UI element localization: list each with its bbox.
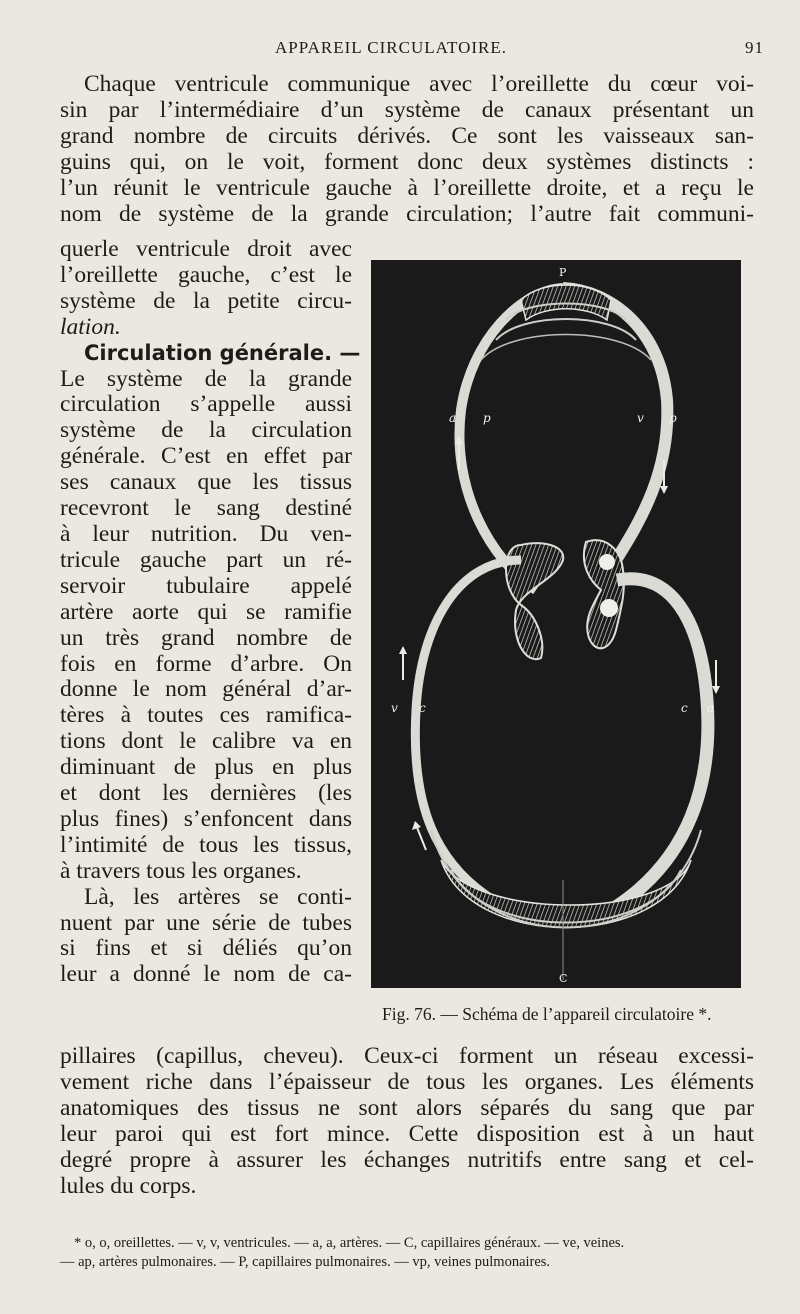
label-c: c: [419, 701, 426, 715]
systemic-vein-left: [415, 560, 521, 910]
text-line: fois en forme d’arbre. On: [60, 650, 352, 677]
text-line: nom de système de la grande circulation; l’autre fait communi-: [60, 200, 754, 227]
text-line: anatomiques des tissus ne sont alors séparés du sang que par: [60, 1094, 754, 1121]
text-line: nuent par une série de tubes: [60, 909, 352, 936]
label-a: a: [707, 701, 715, 715]
paragraph-intro: [60, 72, 754, 227]
text-line: sin par l’intermédiaire d’un système de canaux présentant un: [60, 96, 754, 123]
paragraph-capillaries: [60, 1044, 754, 1199]
text-line: lules du corps.: [60, 1172, 197, 1199]
paragraph-left-column: [60, 236, 361, 988]
label-C: C: [559, 972, 568, 985]
text-line: donne le nom général d’ar-: [60, 676, 352, 703]
section-heading: Circulation générale. —: [84, 340, 361, 365]
text-line: leur paroi qui est fort mince. Cette disposition est à un haut: [60, 1120, 754, 1147]
text-line: système de la circulation: [60, 417, 352, 444]
text-line: un très grand nombre de: [60, 624, 352, 651]
text-line: Le système de la grande: [60, 365, 352, 392]
text-line: l’oreillette gauche, c’est le: [60, 261, 352, 288]
running-title: APPAREIL CIRCULATOIRE.: [275, 38, 508, 57]
text-line: Chaque ventricule communique avec l’oreillette du cœur voi-: [84, 71, 754, 97]
text-line: guins qui, on le voit, forment donc deux systèmes distincts :: [60, 148, 754, 175]
text-line: l’un réunit le ventricule gauche à l’oreillette droite, et a reçu le: [60, 174, 754, 201]
page-number: 91: [745, 38, 764, 57]
text-line: générale. C’est en effet par: [60, 443, 352, 470]
text-line: tères à toutes ces ramifica-: [60, 702, 352, 729]
text-line: plus fines) s’enfoncent dans: [60, 805, 352, 832]
label-v: v: [391, 701, 398, 715]
text-line: l’intimité de tous les tissus,: [60, 831, 352, 858]
label-P: P: [559, 266, 567, 279]
text-line: recevront le sang destiné: [60, 495, 352, 522]
text-line: vement riche dans l’épaisseur de tous les organes. Les éléments: [60, 1068, 754, 1095]
text-line: grand nombre de circuits dérivés. Ce sont les vaisseaux san-: [60, 122, 754, 149]
text-line: système de la petite circu-: [60, 287, 352, 314]
text-line: circulation s’appelle aussi: [60, 391, 352, 418]
text-line: Là, les artères se conti-: [84, 883, 352, 910]
text-line: artère aorte qui se ramifie: [60, 598, 352, 625]
text-line: degré propre à assurer les échanges nutritifs entre sang et cel-: [60, 1146, 754, 1173]
text-line: à leur nutrition. Du ven-: [60, 520, 352, 547]
text-line: querle ventricule droit avec: [60, 236, 352, 262]
label-c: c: [681, 701, 688, 715]
text-line: si fins et si déliés qu’on: [60, 935, 352, 962]
text-line: tions dont le calibre va en: [60, 728, 352, 755]
footnote-line: * o, o, oreillettes. — v, v, ventricules. — a, a, artères. — C, capillaires généraux. — ve, veines.: [74, 1235, 625, 1251]
text-line: à travers tous les organes.: [60, 857, 302, 884]
text-line: diminuant de plus en plus: [60, 754, 352, 781]
text-line: tricule gauche part un ré-: [60, 546, 352, 573]
label-p: p: [483, 411, 491, 425]
pulmonary-vein-right: [563, 288, 667, 560]
text-line: leur a donné le nom de ca-: [60, 961, 352, 988]
flow-arrow: [416, 825, 426, 850]
figure-caption: Fig. 76. — Schéma de l’appareil circulatoire *.: [382, 1004, 712, 1024]
footnote-line: — ap, artères pulmonaires. — P, capillaires pulmonaires. — vp, veines pulmonaires.: [60, 1254, 551, 1270]
text-line: et dont les dernières (les: [60, 780, 352, 807]
text-line: ses canaux que les tissus: [60, 469, 352, 496]
footnote: [60, 1234, 760, 1272]
text-line: pillaires (capillus, cheveu). Ceux-ci forment un réseau excessi-: [60, 1043, 754, 1069]
circulatory-diagram: [371, 260, 741, 988]
circulatory-schema-svg: [371, 260, 741, 988]
systemic-artery-right: [611, 579, 708, 910]
text-line: servoir tubulaire appelé: [60, 572, 352, 599]
page-header: [60, 38, 770, 60]
label-a: a: [449, 411, 457, 425]
label-v: v: [637, 411, 644, 425]
label-p: p: [669, 411, 677, 425]
text-line: lation.: [60, 313, 121, 340]
